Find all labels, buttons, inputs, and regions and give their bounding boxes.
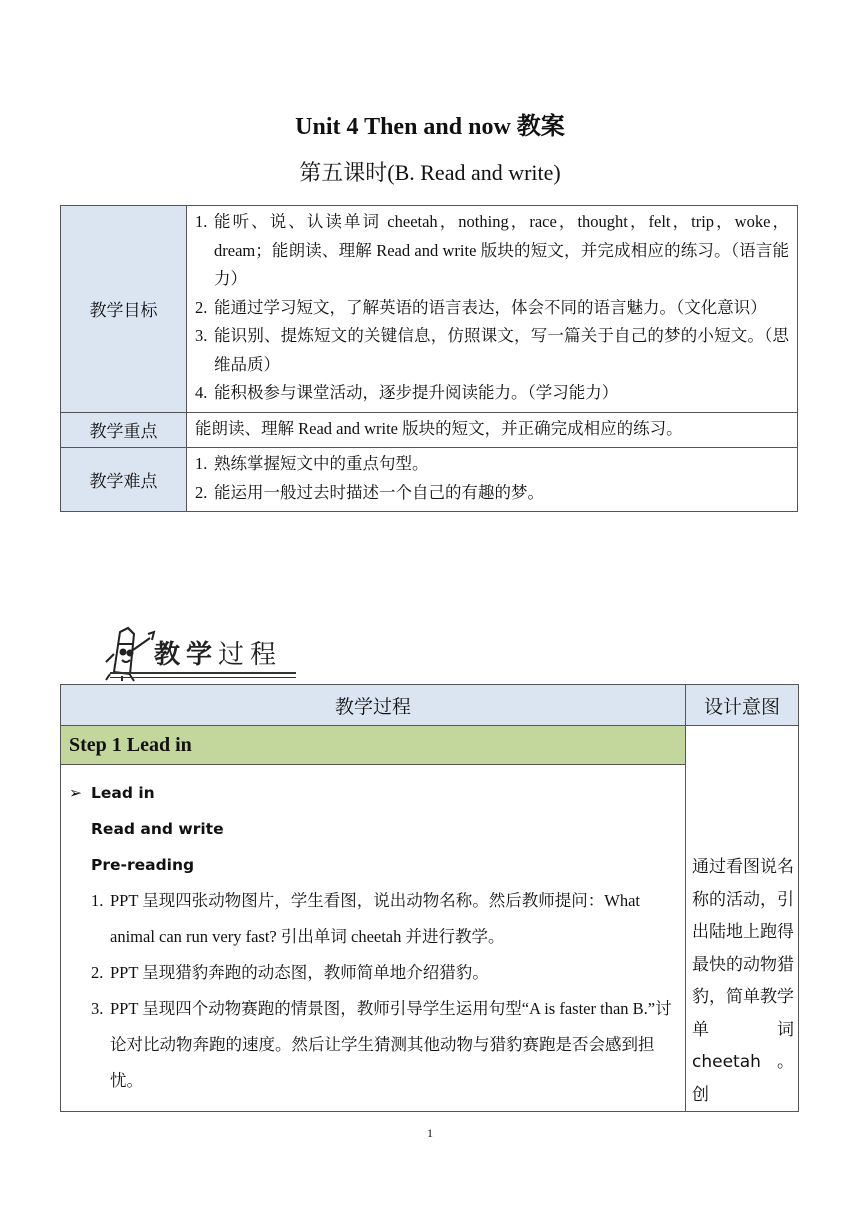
process-header: 教学过程: [61, 685, 686, 726]
table-row: [61, 726, 799, 765]
table-row: [61, 685, 799, 726]
list-item: 1. 熟练掌握短文中的重点句型。: [195, 454, 429, 473]
process-table: [60, 684, 799, 1112]
step-title: Step 1 Lead in: [61, 726, 686, 765]
teaching-process-banner: [100, 620, 300, 684]
objectives-table: [60, 205, 798, 512]
banner-title: 教学过程: [154, 640, 283, 670]
table-row: [61, 448, 798, 512]
goal-content: [187, 206, 798, 413]
list-item: 3. 能识别、提炼短文的关键信息，仿照课文，写一篇关于自己的梦的小短文。（思维品质）: [195, 326, 789, 374]
pre-reading-heading: Pre-reading: [91, 856, 195, 874]
table-row: [61, 206, 798, 413]
list-item: 2. 能通过学习短文，了解英语的语言表达，体会不同的语言魅力。（文化意识）: [195, 297, 767, 317]
list-item: 1. PPT 呈现四张动物图片，学生看图，说出动物名称。然后教师提问：What animal can run very fast? 引出单词 cheetah 并进行教学。: [91, 891, 640, 946]
lead-in-heading: ➢ Lead in: [69, 775, 677, 811]
list-item: 2. 能运用一般过去时描述一个自己的有趣的梦。: [195, 482, 544, 502]
lesson-subtitle: 第五课时(B. Read and write): [299, 160, 561, 185]
intent-header: 设计意图: [686, 685, 799, 726]
list-item: 3. PPT 呈现四个动物赛跑的情景图，教师引导学生运用句型“A is faster than B.”讨论对比动物奔跑的速度。然后让学生猜测其他动物与猎豹赛跑是否会感到担忧。: [91, 999, 672, 1090]
step-content: [61, 765, 686, 1112]
design-intent: 通过看图说名称的活动，引出陆地上跑得最快的动物猎豹，简单教学单词cheetah。创: [686, 726, 799, 1112]
banner-underline: [110, 672, 296, 674]
difficult-label: 教学难点: [61, 448, 187, 512]
page-number: 1: [427, 1126, 433, 1140]
banner-underline: [110, 677, 296, 678]
read-write-heading: Read and write: [91, 820, 224, 838]
document-title: Unit 4 Then and now 教案: [295, 114, 565, 140]
key-label: 教学重点: [61, 412, 187, 448]
key-content: 能朗读、理解 Read and write 版块的短文，并正确完成相应的练习。: [187, 412, 798, 448]
list-item: 2. PPT 呈现猎豹奔跑的动态图，教师简单地介绍猎豹。: [91, 963, 489, 982]
goal-label: 教学目标: [61, 206, 187, 413]
difficult-content: [187, 448, 798, 512]
list-item: 4. 能积极参与课堂活动，逐步提升阅读能力。（学习能力）: [195, 383, 619, 402]
arrow-bullet-icon: ➢: [69, 784, 82, 802]
list-item: 1. 能听、说、认读单词 cheetah，nothing，race，thought，felt，trip，woke，dream；能朗读、理解 Read and write 版块的短文，并完成相应的练习。（语言能力）: [195, 212, 789, 288]
table-row: [61, 412, 798, 448]
